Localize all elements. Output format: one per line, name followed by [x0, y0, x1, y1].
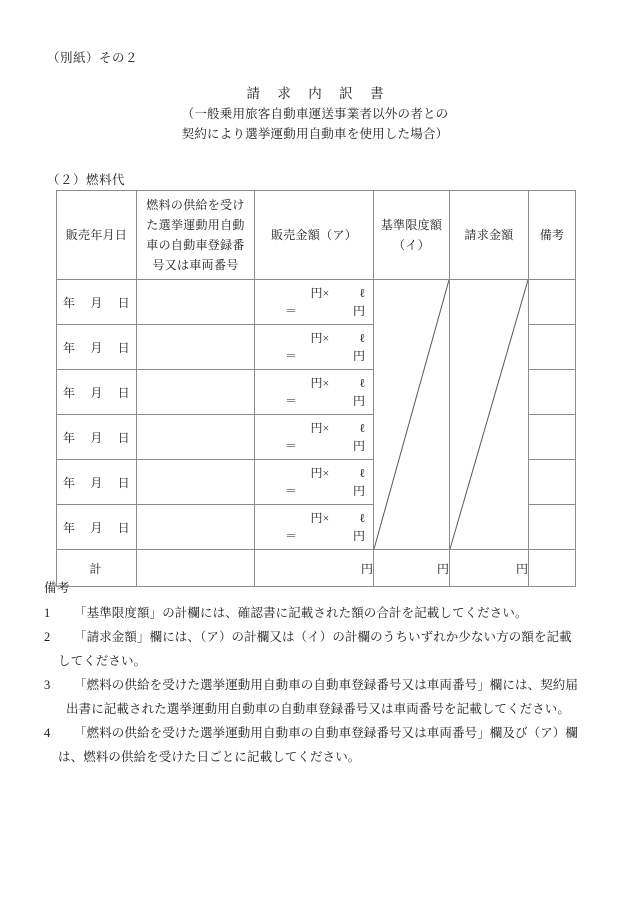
header-vehicle-line1: 燃料の供給を受け [146, 198, 245, 212]
remark-text-4 [58, 721, 578, 769]
yen-label: 円 [352, 394, 365, 408]
cell-sale-date[interactable] [57, 415, 137, 460]
liter-label: ℓ [359, 331, 365, 345]
fuel-cost-table [56, 190, 576, 587]
date-day-label: 日 [117, 340, 130, 355]
date-year-label: 年 [63, 430, 76, 445]
cell-sale-date[interactable] [57, 460, 137, 505]
cell-vehicle-number[interactable] [137, 325, 255, 370]
date-month-label: 月 [90, 520, 103, 535]
liter-label: ℓ [359, 511, 365, 525]
remark-number-1: 1 [44, 606, 51, 620]
remark-number-3: 3 [44, 678, 51, 692]
date-day-label: 日 [117, 520, 130, 535]
cell-sale-date[interactable] [57, 325, 137, 370]
cell-vehicle-number[interactable] [137, 505, 255, 550]
total-label: 計 [57, 550, 137, 587]
section-heading: （２）燃料代 [47, 173, 126, 187]
cell-sale-amount[interactable] [255, 460, 374, 505]
date-day-label: 日 [117, 295, 130, 310]
header-standard-limit-line1: 基準限度額 [380, 218, 443, 232]
equals-label: ＝ [285, 484, 298, 498]
total-claim-amount[interactable]: 円 [450, 550, 529, 587]
remark-item-3 [44, 673, 592, 721]
remark-text-1 [58, 601, 528, 625]
remark-line: してください。 [58, 654, 147, 668]
remark-text-3 [58, 673, 578, 721]
cell-sale-amount[interactable] [255, 370, 374, 415]
remark-item-4 [44, 721, 592, 769]
yen-label: 円 [352, 529, 365, 543]
table-header-row [57, 191, 576, 280]
date-month-label: 月 [90, 340, 103, 355]
equals-label: ＝ [285, 529, 298, 543]
cell-sale-amount[interactable] [255, 415, 374, 460]
yen-label: 円 [352, 484, 365, 498]
diagonal-line-icon [450, 280, 528, 549]
document-title: 請 求 内 訳 書 [246, 86, 391, 101]
yen-times-label: 円× [310, 511, 330, 525]
remark-line: 出書に記載された選挙運動用自動車の自動車登録番号又は車両番号を記載してください。 [66, 702, 571, 716]
cell-standard-limit-merged[interactable] [374, 280, 450, 550]
cell-sale-date[interactable] [57, 505, 137, 550]
yen-label: 円 [352, 439, 365, 453]
date-day-label: 日 [117, 430, 130, 445]
diagonal-line-icon [374, 280, 449, 549]
cell-sale-amount[interactable] [255, 505, 374, 550]
liter-label: ℓ [359, 466, 365, 480]
cell-sale-date[interactable] [57, 370, 137, 415]
header-vehicle-line2: た選挙運動用自動 [146, 218, 245, 232]
cell-vehicle-number[interactable] [137, 415, 255, 460]
document-subtitle-line1: （一般乗用旅客自動車運送事業者以外の者との [181, 107, 449, 121]
liter-label: ℓ [359, 421, 365, 435]
header-vehicle-number [137, 191, 255, 280]
document-label: （別紙）その２ [47, 51, 139, 65]
cell-claim-amount-merged[interactable] [450, 280, 529, 550]
header-claim-amount: 請求金額 [450, 191, 529, 280]
yen-times-label: 円× [310, 466, 330, 480]
date-year-label: 年 [63, 520, 76, 535]
date-month-label: 月 [90, 430, 103, 445]
equals-label: ＝ [285, 349, 298, 363]
yen-label: 円 [352, 349, 365, 363]
fuel-cost-table-wrapper [56, 190, 575, 587]
date-month-label: 月 [90, 295, 103, 310]
yen-times-label: 円× [310, 286, 330, 300]
equals-label: ＝ [285, 304, 298, 318]
cell-note[interactable] [529, 370, 576, 415]
remark-item-2 [44, 625, 592, 673]
equals-label: ＝ [285, 439, 298, 453]
header-sale-date: 販売年月日 [57, 191, 137, 280]
remark-line: 「基準限度額」の計欄には、確認書に記載された額の合計を記載してください。 [74, 606, 528, 620]
document-subtitle-line2: 契約により選挙運動用自動車を使用した場合） [181, 127, 449, 141]
header-sale-amount: 販売金額（ア） [255, 191, 374, 280]
total-standard-limit[interactable]: 円 [374, 550, 450, 587]
date-day-label: 日 [117, 475, 130, 490]
cell-note[interactable] [529, 280, 576, 325]
total-sale-amount[interactable]: 円 [255, 550, 374, 587]
remark-line: は、燃料の供給を受けた日ごとに記載してください。 [58, 750, 361, 764]
cell-sale-date[interactable] [57, 280, 137, 325]
liter-label: ℓ [359, 286, 365, 300]
cell-note[interactable] [529, 460, 576, 505]
date-month-label: 月 [90, 475, 103, 490]
cell-note[interactable] [529, 505, 576, 550]
date-year-label: 年 [63, 340, 76, 355]
date-month-label: 月 [90, 385, 103, 400]
header-vehicle-line3: 車の自動車登録番 [146, 238, 245, 252]
header-vehicle-line4: 号又は車両番号 [152, 258, 239, 272]
remarks-section [44, 576, 592, 769]
yen-times-label: 円× [310, 376, 330, 390]
yen-label: 円 [352, 304, 365, 318]
title-block [0, 84, 630, 144]
remark-line: 「燃料の供給を受けた選挙運動用自動車の自動車登録番号又は車両番号」欄及び（ア）欄 [74, 726, 579, 740]
header-standard-limit-line2: （イ） [393, 238, 430, 252]
remark-line: 「燃料の供給を受けた選挙運動用自動車の自動車登録番号又は車両番号」欄には、契約届 [74, 678, 579, 692]
yen-times-label: 円× [310, 421, 330, 435]
remarks-title: 備考 [44, 581, 71, 595]
cell-sale-amount[interactable] [255, 280, 374, 325]
liter-label: ℓ [359, 376, 365, 390]
remark-line: 「請求金額」欄には、（ア）の計欄又は（イ）の計欄のうちいずれか少ない方の額を記載 [74, 630, 572, 644]
yen-times-label: 円× [310, 331, 330, 345]
cell-sale-amount[interactable] [255, 325, 374, 370]
remark-text-2 [58, 625, 572, 673]
remark-number-2: 2 [44, 630, 51, 644]
date-day-label: 日 [117, 385, 130, 400]
cell-vehicle-number[interactable] [137, 460, 255, 505]
remark-item-1 [44, 601, 592, 625]
cell-note[interactable] [529, 325, 576, 370]
cell-note[interactable] [529, 415, 576, 460]
date-year-label: 年 [63, 295, 76, 310]
table-row [57, 280, 576, 325]
date-year-label: 年 [63, 475, 76, 490]
date-year-label: 年 [63, 385, 76, 400]
header-note: 備考 [529, 191, 576, 280]
cell-vehicle-number[interactable] [137, 280, 255, 325]
remark-number-4: 4 [44, 726, 51, 740]
cell-vehicle-number[interactable] [137, 370, 255, 415]
equals-label: ＝ [285, 394, 298, 408]
header-standard-limit [374, 191, 450, 280]
